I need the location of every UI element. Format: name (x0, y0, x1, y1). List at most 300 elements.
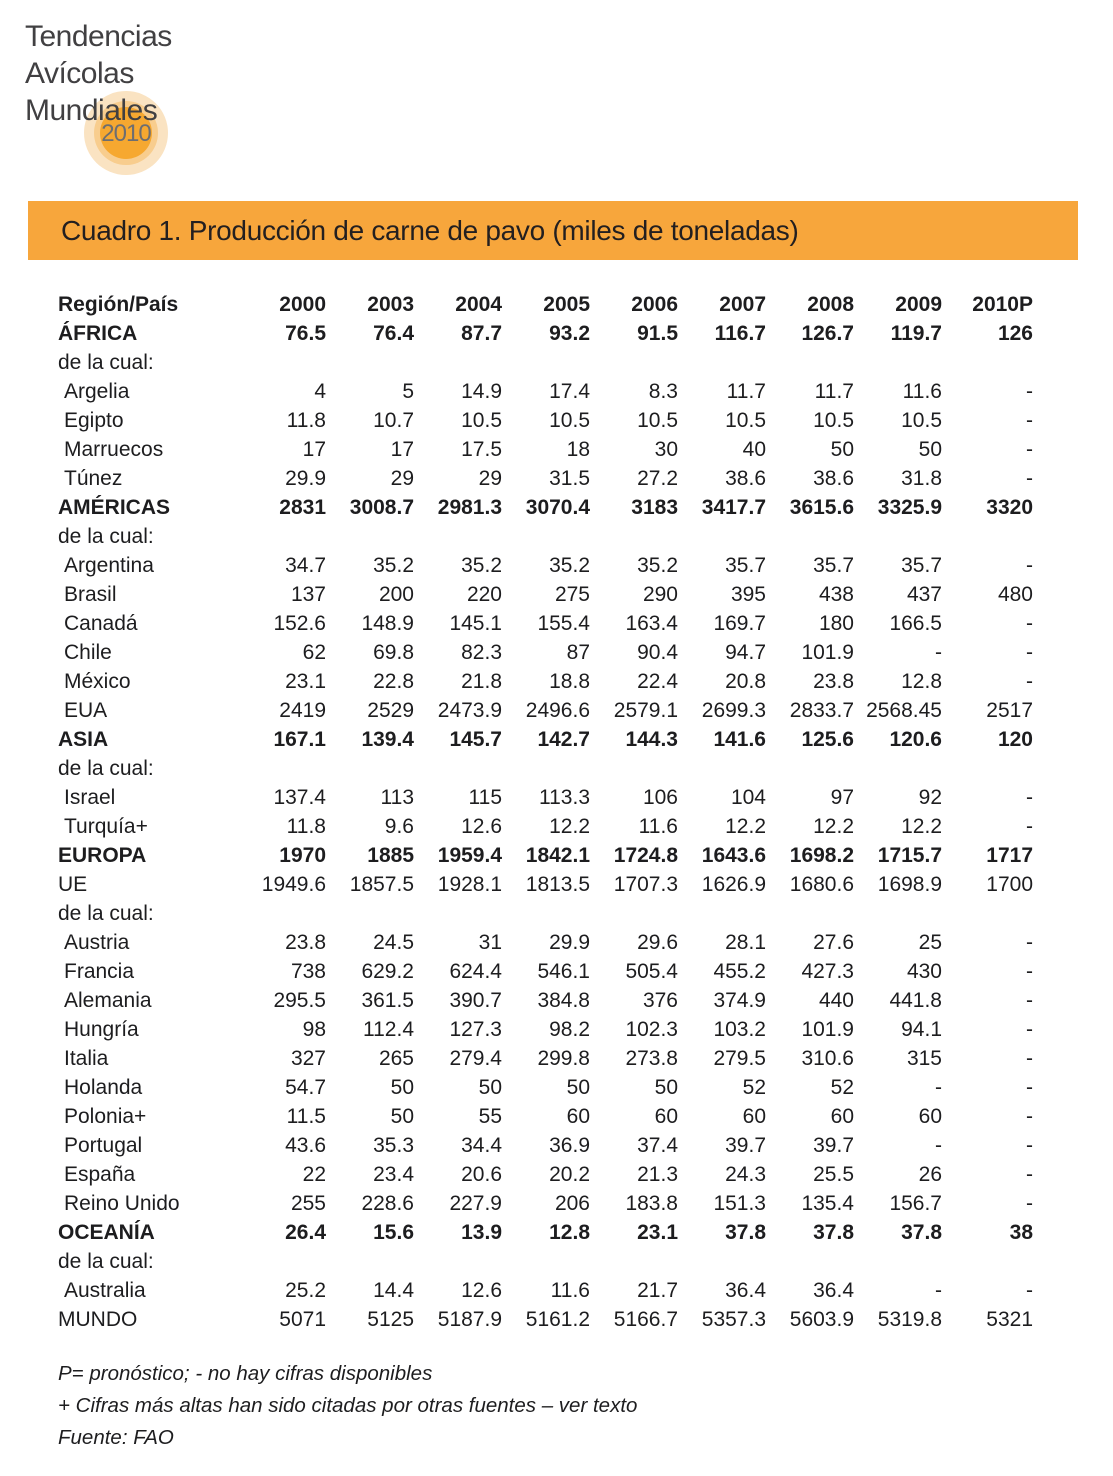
cell-value (502, 754, 590, 783)
cell-value (854, 522, 942, 551)
cell-value: 52 (742, 1075, 766, 1099)
cell-value: 26.4 (285, 1220, 326, 1244)
cell-value: 5187.9 (437, 1307, 502, 1331)
table-row (58, 1189, 1033, 1218)
cell-value: - (935, 1278, 942, 1302)
cell-value (854, 754, 942, 783)
cell-value: 27.2 (637, 466, 678, 490)
cell-value: 120 (997, 727, 1033, 751)
cell-value: 35.3 (373, 1133, 414, 1157)
cell-value: 35.2 (373, 553, 414, 577)
cell-value: 23.8 (285, 930, 326, 954)
cell-value: 12.2 (549, 814, 590, 838)
cell-value: 228.6 (361, 1191, 414, 1215)
cell-value: 21.7 (637, 1278, 678, 1302)
cell-value (678, 348, 766, 377)
cell-value: 60 (742, 1104, 766, 1128)
row-label: Canadá (64, 611, 138, 635)
table-row (58, 609, 1033, 638)
cell-value: 12.8 (549, 1220, 590, 1244)
cell-value: 36.4 (725, 1278, 766, 1302)
cell-value (678, 1247, 766, 1276)
cell-value: 38.6 (725, 466, 766, 490)
row-label: Hungría (64, 1017, 139, 1041)
cell-value: - (1026, 379, 1033, 403)
cell-value: - (1026, 1162, 1033, 1186)
cell-value: - (1026, 1046, 1033, 1070)
table-row (58, 899, 1033, 928)
cell-value: - (1026, 814, 1033, 838)
table-row (58, 377, 1033, 406)
cell-value: - (1026, 1191, 1033, 1215)
cell-value: 2568.45 (866, 698, 942, 722)
table-row (58, 522, 1033, 551)
cell-value: 142.7 (537, 727, 590, 751)
table-row (58, 1044, 1033, 1073)
cell-value: 18 (566, 437, 590, 461)
page-title: Cuadro 1. Producción de carne de pavo (miles de toneladas) (61, 214, 799, 246)
cell-value (502, 1247, 590, 1276)
cell-value: 1700 (986, 872, 1033, 896)
cell-value: - (1026, 553, 1033, 577)
cell-value: 17.4 (549, 379, 590, 403)
cell-value: 2419 (279, 698, 326, 722)
cell-value: 290 (642, 582, 678, 606)
cell-value: 144.3 (625, 727, 678, 751)
cell-value: 60 (566, 1104, 590, 1128)
cell-value (590, 1247, 678, 1276)
cell-value: 437 (906, 582, 942, 606)
row-label: Reino Unido (64, 1191, 180, 1215)
row-label: Argelia (64, 379, 130, 403)
cell-value (414, 754, 502, 783)
cell-value: 1857.5 (349, 872, 414, 896)
cell-value (590, 348, 678, 377)
cell-value: 11.5 (286, 1104, 326, 1128)
cell-value: 5166.7 (613, 1307, 678, 1331)
cell-value: 1949.6 (261, 872, 326, 896)
cell-value: 2496.6 (525, 698, 590, 722)
cell-value: 38.6 (813, 466, 854, 490)
cell-value: 151.3 (713, 1191, 766, 1215)
cell-value: 135.4 (801, 1191, 854, 1215)
cell-value: 206 (554, 1191, 590, 1215)
cell-value: 1959.4 (437, 843, 502, 867)
cell-value: 40 (742, 437, 766, 461)
cell-value: 137 (290, 582, 326, 606)
cell-value: 279.5 (713, 1046, 766, 1070)
cell-value: 624.4 (449, 959, 502, 983)
cell-value: 104 (730, 785, 766, 809)
cell-value: 3417.7 (701, 495, 766, 519)
cell-value (414, 348, 502, 377)
cell-value: 35.7 (813, 553, 854, 577)
cell-value: 11.6 (638, 814, 678, 838)
cell-value: 35.2 (461, 553, 502, 577)
cell-value: 55 (478, 1104, 502, 1128)
cell-value: 265 (378, 1046, 414, 1070)
cell-value: 35.7 (725, 553, 766, 577)
cell-value: 126 (997, 321, 1033, 345)
row-label: Polonia+ (64, 1104, 147, 1128)
cell-value: 36.9 (549, 1133, 590, 1157)
cell-value: 23.1 (285, 669, 326, 693)
cell-value (414, 522, 502, 551)
cell-value (414, 1247, 502, 1276)
cell-value (942, 522, 1033, 551)
column-header-year: 2006 (631, 292, 678, 316)
cell-value: 5 (402, 379, 414, 403)
cell-value: 39.7 (813, 1133, 854, 1157)
cell-value: 25.2 (285, 1278, 326, 1302)
table-row (58, 406, 1033, 435)
cell-value: 3320 (986, 495, 1033, 519)
cell-value: - (1026, 988, 1033, 1012)
row-label: Marruecos (64, 437, 164, 461)
cell-value: - (1026, 437, 1033, 461)
row-label: de la cual: (58, 524, 154, 548)
cell-value: 24.3 (725, 1162, 766, 1186)
row-label: AMÉRICAS (58, 495, 171, 519)
cell-value: 3615.6 (789, 495, 854, 519)
cell-value: 25.5 (813, 1162, 854, 1186)
cell-value: 11.7 (814, 379, 854, 403)
footnote-line: + Cifras más altas han sido citadas por otras fuentes – ver texto (58, 1394, 638, 1417)
table-row (58, 1218, 1033, 1247)
column-header-year: 2005 (543, 292, 590, 316)
cell-value (502, 899, 590, 928)
cell-value: 1643.6 (701, 843, 766, 867)
cell-value: 5161.2 (525, 1307, 590, 1331)
cell-value: 11.8 (286, 814, 326, 838)
cell-value: 273.8 (625, 1046, 678, 1070)
table-row (58, 783, 1033, 812)
cell-value: 25 (918, 930, 942, 954)
cell-value (590, 899, 678, 928)
cell-value (590, 522, 678, 551)
cell-value: 37.4 (637, 1133, 678, 1157)
cell-value: - (1026, 1278, 1033, 1302)
cell-value: 279.4 (449, 1046, 502, 1070)
cell-value: 17 (302, 437, 326, 461)
cell-value: 167.1 (273, 727, 326, 751)
table-row (58, 319, 1033, 348)
publication-logo (0, 0, 400, 200)
cell-value: 505.4 (625, 959, 678, 983)
cell-value: 5603.9 (789, 1307, 854, 1331)
row-label: Francia (64, 959, 135, 983)
cell-value: 93.2 (549, 321, 590, 345)
cell-value: - (1026, 466, 1033, 490)
cell-value: 5071 (279, 1307, 326, 1331)
row-label: Brasil (64, 582, 117, 606)
table-row (58, 957, 1033, 986)
logo-title (25, 18, 172, 129)
row-label: Túnez (64, 466, 123, 490)
cell-value: 119.7 (890, 321, 942, 345)
row-label: Italia (64, 1046, 109, 1070)
cell-value: 2473.9 (437, 698, 502, 722)
column-header-year: 2004 (455, 292, 502, 316)
table-header-row (58, 290, 1033, 319)
table-row (58, 928, 1033, 957)
cell-value: 1928.1 (437, 872, 502, 896)
cell-value: 1698.9 (877, 872, 942, 896)
cell-value: 1813.5 (525, 872, 590, 896)
cell-value: 10.5 (901, 408, 942, 432)
table-row (58, 464, 1033, 493)
row-label: MUNDO (58, 1307, 138, 1331)
cell-value: 125.6 (801, 727, 854, 751)
cell-value (766, 899, 854, 928)
cell-value: 12.6 (461, 1278, 502, 1302)
row-label: México (64, 669, 131, 693)
table-row (58, 638, 1033, 667)
cell-value: 20.6 (461, 1162, 502, 1186)
cell-value: 23.4 (373, 1162, 414, 1186)
table-row (58, 1131, 1033, 1160)
cell-value: 438 (818, 582, 854, 606)
cell-value: 29.9 (549, 930, 590, 954)
cell-value: 155.4 (537, 611, 590, 635)
cell-value: 395 (730, 582, 766, 606)
cell-value: 24.5 (373, 930, 414, 954)
cell-value: 60 (654, 1104, 678, 1128)
cell-value: 87.7 (461, 321, 502, 345)
cell-value: 2699.3 (701, 698, 766, 722)
table-row (58, 1015, 1033, 1044)
cell-value: 50 (566, 1075, 590, 1099)
cell-value: 50 (478, 1075, 502, 1099)
cell-value (326, 1247, 414, 1276)
cell-value: 20.8 (725, 669, 766, 693)
cell-value: 4 (314, 379, 326, 403)
row-label: de la cual: (58, 901, 154, 925)
cell-value (238, 522, 326, 551)
cell-value (502, 522, 590, 551)
cell-value: 29 (478, 466, 502, 490)
cell-value: 227.9 (449, 1191, 502, 1215)
cell-value: 39.7 (725, 1133, 766, 1157)
column-header-year: 2003 (367, 292, 414, 316)
cell-value: 1715.7 (877, 843, 942, 867)
cell-value: - (1026, 1017, 1033, 1041)
cell-value: 20.2 (549, 1162, 590, 1186)
cell-value (854, 1247, 942, 1276)
cell-value: 21.3 (637, 1162, 678, 1186)
cell-value: 50 (390, 1104, 414, 1128)
cell-value: 1717 (986, 843, 1033, 867)
cell-value: 62 (302, 640, 326, 664)
cell-value: - (1026, 669, 1033, 693)
cell-value: 17.5 (461, 437, 502, 461)
cell-value: 106 (642, 785, 678, 809)
cell-value (326, 522, 414, 551)
cell-value: 23.1 (637, 1220, 678, 1244)
cell-value: 10.5 (549, 408, 590, 432)
cell-value: 275 (554, 582, 590, 606)
cell-value: 361.5 (361, 988, 414, 1012)
row-label: de la cual: (58, 350, 154, 374)
cell-value: 91.5 (637, 321, 678, 345)
table-row (58, 754, 1033, 783)
row-label: ÁFRICA (58, 321, 138, 345)
cell-value: 120.6 (889, 727, 942, 751)
cell-value: 8.3 (648, 379, 678, 403)
cell-value: 145.1 (449, 611, 502, 635)
cell-value: 29.6 (637, 930, 678, 954)
cell-value: - (1026, 408, 1033, 432)
footnote-line: P= pronóstico; - no hay cifras disponibles (58, 1362, 433, 1385)
cell-value: 35.7 (901, 553, 942, 577)
cell-value (766, 754, 854, 783)
cell-value: 3008.7 (349, 495, 414, 519)
cell-value (678, 899, 766, 928)
cell-value (766, 522, 854, 551)
cell-value: 390.7 (449, 988, 502, 1012)
cell-value: 2981.3 (437, 495, 502, 519)
table-row (58, 725, 1033, 754)
cell-value: 183.8 (625, 1191, 678, 1215)
cell-value: 38 (1009, 1220, 1033, 1244)
cell-value: 156.7 (889, 1191, 942, 1215)
cell-value (238, 754, 326, 783)
cell-value: - (1026, 1133, 1033, 1157)
logo-title-line2: Avícolas (25, 57, 134, 90)
cell-value: 98.2 (549, 1017, 590, 1041)
column-header-year: 2007 (719, 292, 766, 316)
cell-value (854, 899, 942, 928)
cell-value: 9.6 (384, 814, 414, 838)
cell-value: 427.3 (801, 959, 854, 983)
cell-value: 180 (818, 611, 854, 635)
cell-value: 102.3 (625, 1017, 678, 1041)
cell-value: 10.5 (637, 408, 678, 432)
cell-value: 82.3 (461, 640, 502, 664)
table-row (58, 1305, 1033, 1334)
cell-value: 10.5 (813, 408, 854, 432)
cell-value: 148.9 (361, 611, 414, 635)
row-label: Egipto (64, 408, 124, 432)
cell-value: 11.8 (286, 408, 326, 432)
row-label: de la cual: (58, 756, 154, 780)
cell-value: 12.6 (461, 814, 502, 838)
cell-value: 22.8 (373, 669, 414, 693)
cell-value: 14.4 (373, 1278, 414, 1302)
row-label: Austria (64, 930, 130, 954)
cell-value: 21.8 (461, 669, 502, 693)
cell-value: 12.2 (725, 814, 766, 838)
cell-value: 18.8 (549, 669, 590, 693)
table-row (58, 870, 1033, 899)
cell-value: 43.6 (285, 1133, 326, 1157)
cell-value: 26 (918, 1162, 942, 1186)
cell-value: 50 (830, 437, 854, 461)
table-row (58, 1247, 1033, 1276)
cell-value: 5357.3 (701, 1307, 766, 1331)
cell-value: 97 (830, 785, 854, 809)
cell-value (502, 348, 590, 377)
cell-value: 13.9 (461, 1220, 502, 1244)
cell-value: 50 (390, 1075, 414, 1099)
cell-value: - (1026, 785, 1033, 809)
row-label: ASIA (58, 727, 109, 751)
cell-value: 35.2 (549, 553, 590, 577)
cell-value: 2831 (279, 495, 326, 519)
cell-value: 113.3 (539, 785, 590, 809)
table-row (58, 696, 1033, 725)
cell-value: - (1026, 930, 1033, 954)
cell-value: 315 (906, 1046, 942, 1070)
cell-value: 94.1 (901, 1017, 942, 1041)
cell-value: 1698.2 (789, 843, 854, 867)
row-label: EUA (64, 698, 108, 722)
cell-value (326, 754, 414, 783)
cell-value: - (1026, 611, 1033, 635)
table-row (58, 812, 1033, 841)
table-row (58, 1160, 1033, 1189)
cell-value: 11.6 (902, 379, 942, 403)
cell-value (942, 754, 1033, 783)
column-header-region: Región/País (58, 292, 179, 316)
cell-value: 3183 (631, 495, 678, 519)
cell-value: 1707.3 (613, 872, 678, 896)
cell-value (854, 348, 942, 377)
cell-value: 28.1 (725, 930, 766, 954)
cell-value: 5321 (986, 1307, 1033, 1331)
cell-value: 37.8 (901, 1220, 942, 1244)
cell-value: 166.5 (889, 611, 942, 635)
cell-value: 90.4 (637, 640, 678, 664)
cell-value: - (1026, 1104, 1033, 1128)
cell-value: 5319.8 (877, 1307, 942, 1331)
cell-value (238, 899, 326, 928)
cell-value: 1680.6 (789, 872, 854, 896)
cell-value: 127.3 (449, 1017, 502, 1041)
cell-value: 29.9 (285, 466, 326, 490)
cell-value (238, 348, 326, 377)
cell-value: 30 (654, 437, 678, 461)
cell-value: 440 (818, 988, 854, 1012)
cell-value: 76.5 (285, 321, 326, 345)
cell-value: 34.7 (285, 553, 326, 577)
cell-value: 27.6 (813, 930, 854, 954)
cell-value: 98 (302, 1017, 326, 1041)
cell-value: 629.2 (361, 959, 414, 983)
cell-value: 441.8 (889, 988, 942, 1012)
cell-value: 116.7 (714, 321, 766, 345)
cell-value (942, 899, 1033, 928)
row-label: EUROPA (58, 843, 147, 867)
cell-value: 115 (468, 785, 502, 809)
cell-value: 220 (466, 582, 502, 606)
cell-value: - (1026, 1075, 1033, 1099)
cell-value: 1842.1 (525, 843, 590, 867)
cell-value: 145.7 (449, 727, 502, 751)
table-row (58, 667, 1033, 696)
cell-value: 2833.7 (789, 698, 854, 722)
row-label: Holanda (64, 1075, 143, 1099)
cell-value: - (1026, 959, 1033, 983)
cell-value: 255 (290, 1191, 326, 1215)
row-label: Chile (64, 640, 112, 664)
cell-value: 60 (830, 1104, 854, 1128)
cell-value (678, 754, 766, 783)
cell-value: 139.4 (361, 727, 414, 751)
table-row (58, 551, 1033, 580)
cell-value: 10.5 (725, 408, 766, 432)
cell-value: 455.2 (713, 959, 766, 983)
